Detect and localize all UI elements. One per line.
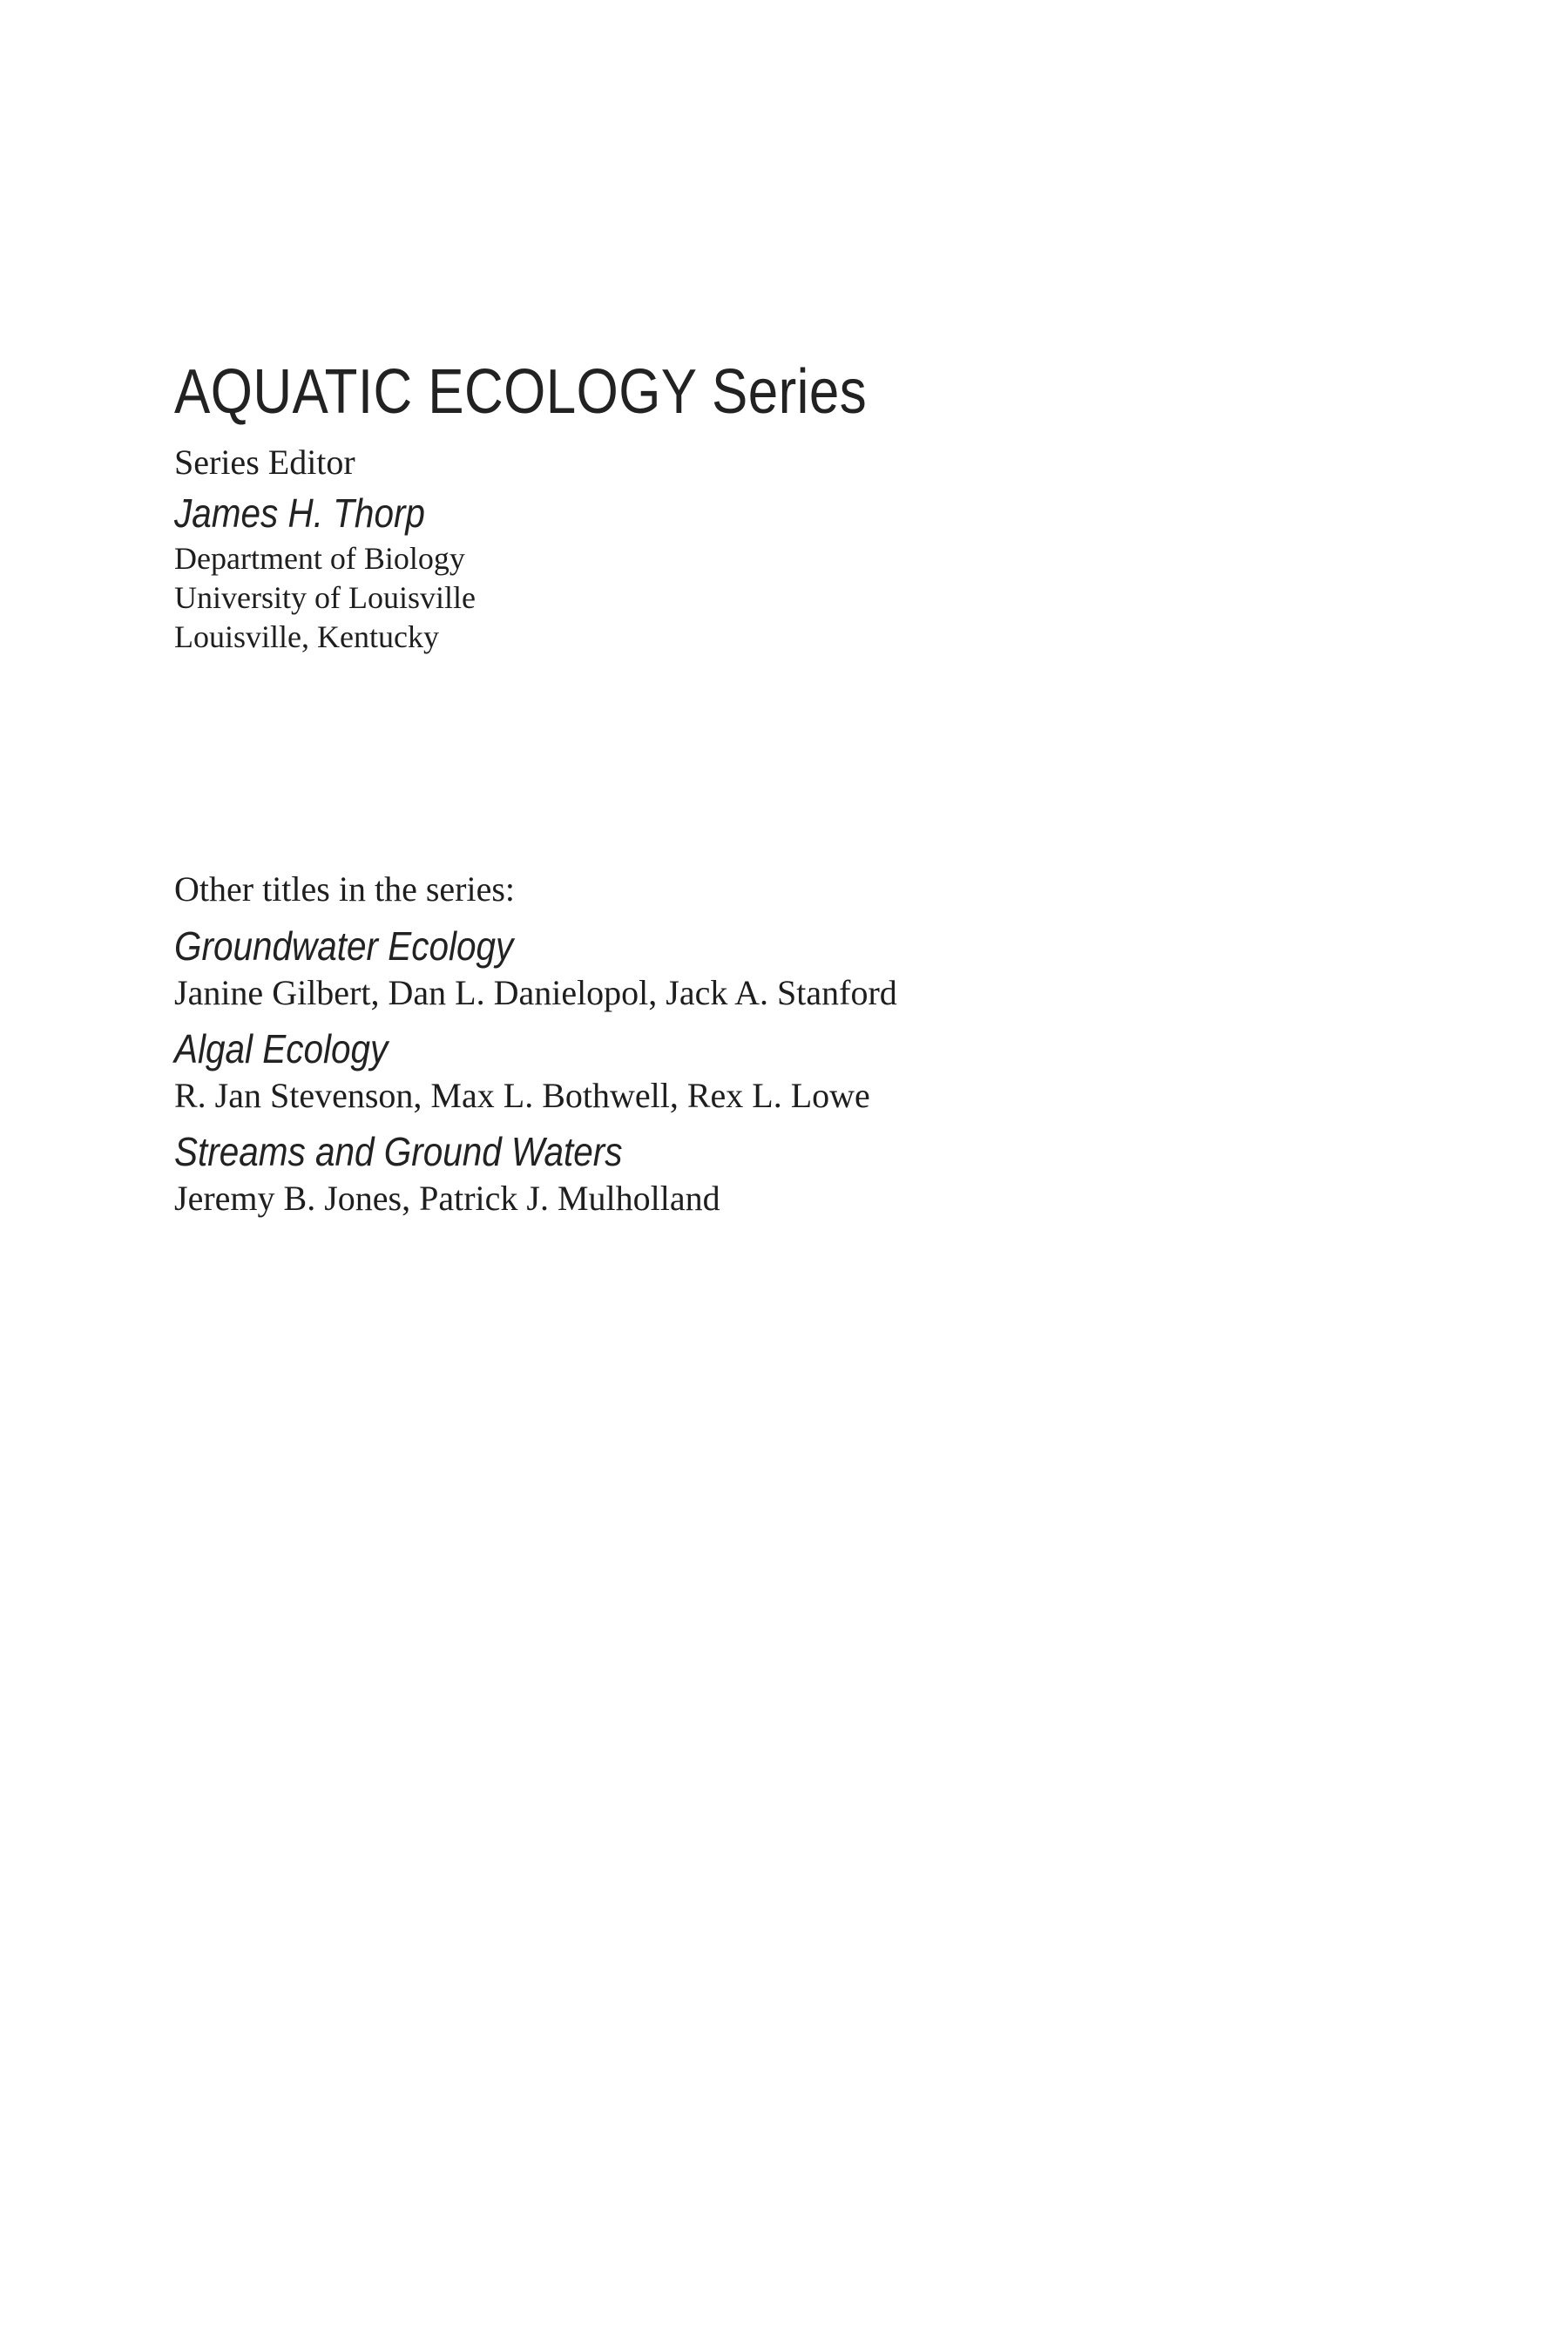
book-authors: Janine Gilbert, Dan L. Danielopol, Jack A. Stanford [174,973,897,1012]
series-title: AQUATIC ECOLOGY Series [174,357,868,427]
affiliation-line: University of Louisville [174,580,476,615]
series-editor-name: James H. Thorp [174,490,425,536]
other-titles-label: Other titles in the series: [174,869,516,909]
book-authors: R. Jan Stevenson, Max L. Bothwell, Rex L. Lowe [174,1076,870,1115]
other-titles [174,867,1394,1220]
editor-affiliation [174,539,1394,657]
series-info [174,353,1394,657]
affiliation-line: Department of Biology [174,541,465,576]
book-entry [174,1126,1394,1220]
book-title: Algal Ecology [174,1026,389,1071]
affiliation-line: Louisville, Kentucky [174,619,439,654]
book-authors: Jeremy B. Jones, Patrick J. Mulholland [174,1179,720,1218]
book-entry [174,1024,1394,1118]
book-entry [174,921,1394,1015]
series-editor-label: Series Editor [174,443,355,482]
book-title: Streams and Ground Waters [174,1129,623,1174]
book-title: Groundwater Ecology [174,923,514,969]
